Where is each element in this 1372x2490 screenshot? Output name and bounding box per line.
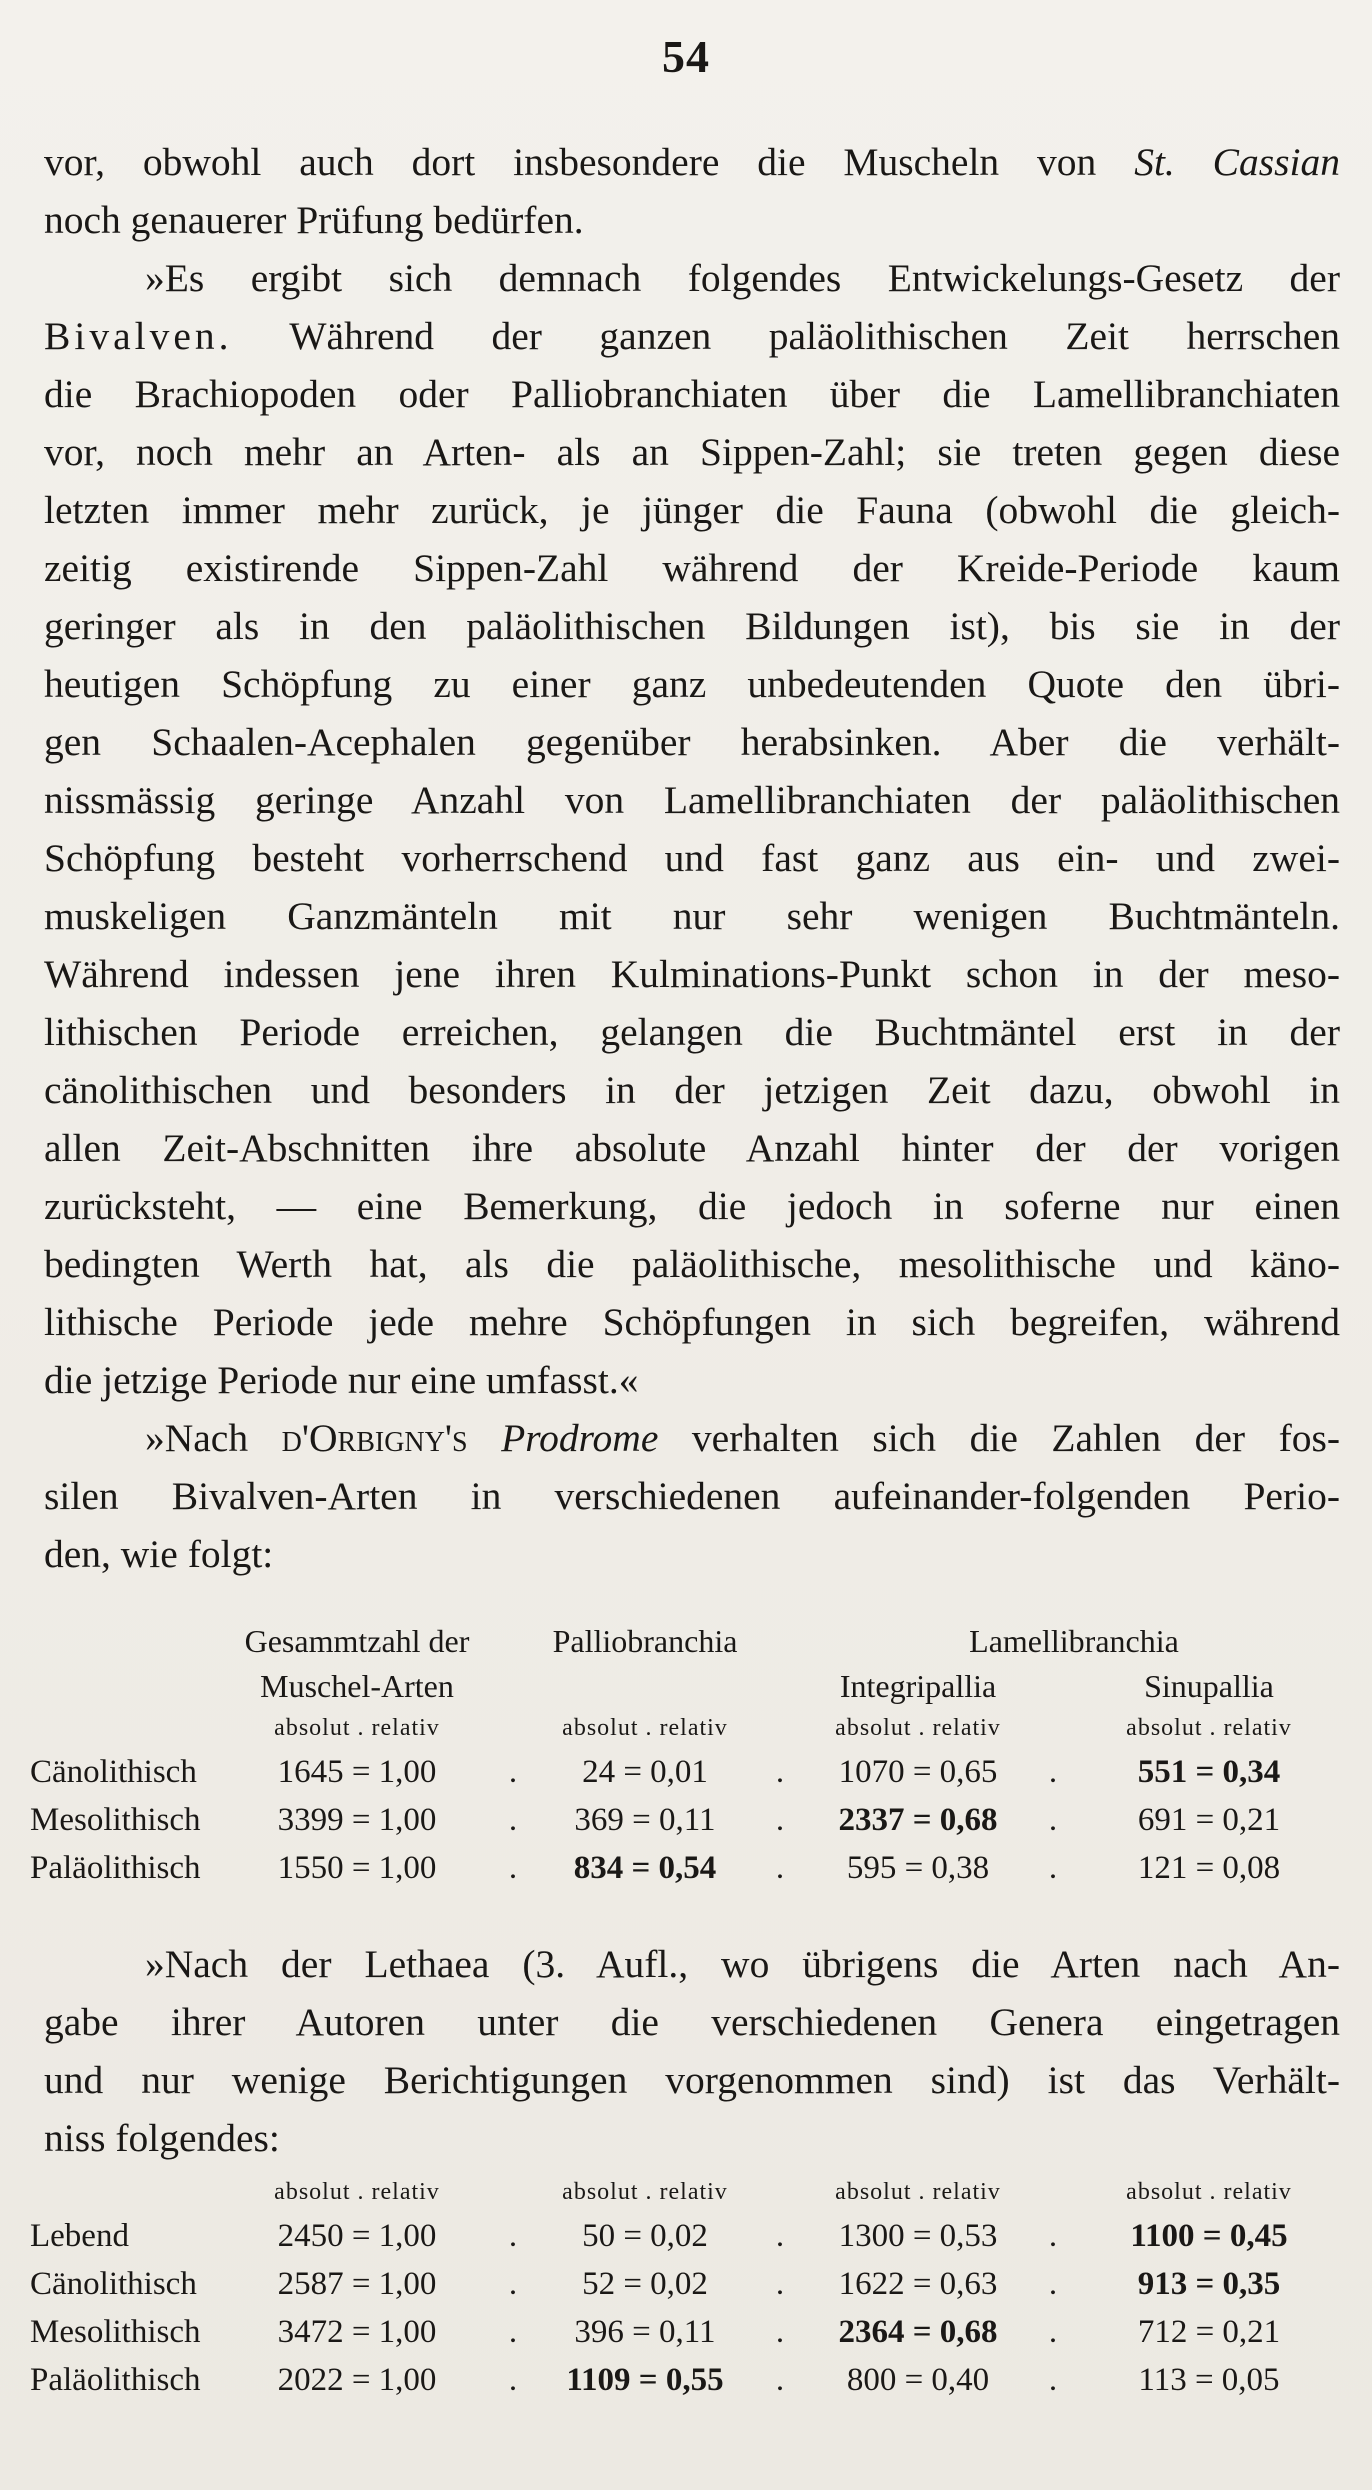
cell-integripallia: 1622 = 0,63 [838,2265,998,2302]
text-line: lithische Periode jede mehre Schöpfungen in sich begreifen, während [44,1300,1340,1344]
text-line: die jetzige Periode nur eine umfasst.« [44,1358,639,1402]
statistics-table-orbigny [30,1618,1340,1892]
text-line: zeitig existirende Sippen-Zahl während der Kreide-Periode kaum [44,546,1340,590]
text-line [44,133,1340,191]
lethaea-paragraph [44,1935,1340,2167]
separator-dot: . [1048,2361,1058,2398]
text-line: Schöpfung besteht vorherrschend und fast ganz aus ein- und zwei- [44,836,1340,880]
text-line [44,307,1340,365]
cell-palliobranchia: 369 = 0,11 [574,1801,716,1838]
text-line: bedingten Werth hat, als die paläolithische, mesolithische und käno- [44,1242,1340,1286]
text-line: vor, noch mehr an Arten- als an Sippen-Zahl; sie treten gegen diese [44,430,1340,474]
header-lamellibranchia: Lamellibranchia [969,1622,1179,1659]
separator-dot: . [775,2313,785,2350]
text-line-part: vor, obwohl auch dort insbesondere die Muscheln von [44,140,1097,184]
header-sinupallia: Sinupallia [1144,1667,1274,1704]
cell-palliobranchia: 834 = 0,54 [573,1849,717,1886]
row-label: Paläolithisch [30,2361,201,2398]
text-line: silen Bivalven-Arten in verschiedenen aufeinander-folgenden Perio- [44,1474,1340,1518]
subheader-palliobranchia: absolut . relativ [562,1714,728,1741]
subheader-integripallia: absolut . relativ [835,1714,1001,1741]
cell-integripallia: 1300 = 0,53 [838,2217,998,2254]
text-line: den, wie folgt: [44,1532,274,1576]
text-line: letzten immer mehr zurück, je jünger die Fauna (obwohl die gleich- [44,488,1340,532]
separator-dot: . [1048,2313,1058,2350]
cell-total: 3399 = 1,00 [277,1801,437,1838]
separator-dot: . [775,2265,785,2302]
cell-total: 2022 = 1,00 [277,2361,437,2398]
cell-integripallia: 800 = 0,40 [846,2361,990,2398]
separator-dot: . [1048,1801,1058,1838]
cell-palliobranchia: 24 = 0,01 [582,1753,708,1790]
separator-dot: . [1048,2265,1058,2302]
text-line: die Brachiopoden oder Palliobranchiaten über die Lamellibranchiaten [44,372,1340,416]
separator-dot: . [508,1849,518,1886]
separator-dot: . [508,2265,518,2302]
text-line: cänolithischen und besonders in der jetzigen Zeit dazu, obwohl in [44,1068,1340,1112]
cell-integripallia: 2364 = 0,68 [838,2313,998,2350]
text-line: zurücksteht, — eine Bemerkung, die jedoch in soferne nur einen [44,1184,1340,1228]
table-row [30,2356,1340,2404]
row-label: Paläolithisch [30,1849,201,1886]
row-label: Mesolithisch [30,2313,201,2350]
text-line: muskeligen Ganzmänteln mit nur sehr wenigen Buchtmänteln. [44,894,1340,938]
cell-total: 1550 = 1,00 [277,1849,437,1886]
author-name-small-caps: d'Orbigny's [281,1416,468,1460]
cell-integripallia: 595 = 0,38 [846,1849,990,1886]
subheader-sinupallia: absolut . relativ [1126,2178,1292,2205]
cell-palliobranchia: 52 = 0,02 [582,2265,708,2302]
text-line: »Nach der Lethaea (3. Aufl., wo übrigens die Arten nach An- [145,1942,1340,1986]
table-row [30,1796,1340,1844]
table-row [30,1748,1340,1796]
subheader-sinupallia: absolut . relativ [1126,1714,1292,1741]
subheader-total: absolut . relativ [274,2178,440,2205]
table-row [30,2260,1340,2308]
separator-dot: . [1048,1753,1058,1790]
subheader-palliobranchia: absolut . relativ [562,2178,728,2205]
cell-sinupallia: 1100 = 0,45 [1130,2217,1288,2254]
cell-palliobranchia: 50 = 0,02 [582,2217,708,2254]
subheader-integripallia: absolut . relativ [835,2178,1001,2205]
header-total-line2: Muschel-Arten [260,1667,454,1704]
cell-sinupallia: 551 = 0,34 [1137,1753,1281,1790]
separator-dot: . [1048,1849,1058,1886]
text-line-part: »Nach [145,1416,249,1460]
table-row [30,1844,1340,1892]
cell-sinupallia: 691 = 0,21 [1137,1801,1281,1838]
text-line: gabe ihrer Autoren unter die verschiedenen Genera eingetragen [44,2000,1340,2044]
quote-start-line: »Es ergibt sich demnach folgendes Entwickelungs-Gesetz der [145,256,1340,300]
separator-dot: . [508,2217,518,2254]
cell-integripallia: 2337 = 0,68 [838,1801,998,1838]
cell-palliobranchia: 1109 = 0,55 [566,2361,724,2398]
place-name-italic: St. Cassian [1134,140,1340,184]
cell-total: 2587 = 1,00 [277,2265,437,2302]
separator-dot: . [508,1801,518,1838]
text-line-part: Während der ganzen paläolithischen Zeit herrschen [232,314,1340,358]
header-palliobranchia: Palliobranchia [552,1622,738,1659]
text-line: allen Zeit-Abschnitten ihre absolute Anzahl hinter der der vorigen [44,1126,1340,1170]
body-text [44,133,1340,1583]
cell-sinupallia: 121 = 0,08 [1137,1849,1281,1886]
header-integripallia: Integripallia [839,1667,997,1704]
separator-dot: . [508,2361,518,2398]
text-line: gen Schaalen-Acephalen gegenüber herabsinken. Aber die verhält- [44,720,1340,764]
text-line: und nur wenige Berichtigungen vorgenommen sind) ist das Verhält- [44,2058,1340,2102]
row-label: Lebend [30,2217,129,2254]
text-line: Während indessen jene ihren Kulminations-Punkt schon in der meso- [44,952,1340,996]
header-total-line1: Gesammtzahl der [244,1622,470,1659]
separator-dot: . [1048,2217,1058,2254]
text-line: lithischen Periode erreichen, gelangen die Buchtmäntel erst in der [44,1010,1340,1054]
row-label: Cänolithisch [30,1753,197,1790]
cell-total: 3472 = 1,00 [277,2313,437,2350]
cell-integripallia: 1070 = 0,65 [838,1753,998,1790]
separator-dot: . [508,2313,518,2350]
text-line: niss folgendes: [44,2116,280,2160]
text-line: heutigen Schöpfung zu einer ganz unbedeutenden Quote den übri- [44,662,1340,706]
text-line: geringer als in den paläolithischen Bildungen ist), bis sie in der [44,604,1340,648]
separator-dot: . [508,1753,518,1790]
cell-sinupallia: 113 = 0,05 [1138,2361,1280,2398]
separator-dot: . [775,1801,785,1838]
table-row [30,2212,1340,2260]
cell-palliobranchia: 396 = 0,11 [574,2313,716,2350]
table-row [30,2308,1340,2356]
spaced-term: Bivalven. [44,314,233,358]
page-number: 54 [662,31,710,82]
book-title-italic: Prodrome [501,1416,659,1460]
text-line: nissmässig geringe Anzahl von Lamellibranchiaten der paläolithischen [44,778,1340,822]
row-label: Mesolithisch [30,1801,201,1838]
separator-dot: . [775,2361,785,2398]
text-line [44,1409,1340,1467]
cell-sinupallia: 712 = 0,21 [1137,2313,1281,2350]
separator-dot: . [775,2217,785,2254]
row-label: Cänolithisch [30,2265,197,2302]
cell-total: 2450 = 1,00 [277,2217,437,2254]
subheader-total: absolut . relativ [274,1714,440,1741]
text-line: noch genauerer Prüfung bedürfen. [44,198,584,242]
statistics-table-lethaea [30,2172,1340,2404]
text-line-part: verhalten sich die Zahlen der fos- [691,1416,1340,1460]
cell-total: 1645 = 1,00 [277,1753,437,1790]
separator-dot: . [775,1753,785,1790]
cell-sinupallia: 913 = 0,35 [1137,2265,1281,2302]
separator-dot: . [775,1849,785,1886]
